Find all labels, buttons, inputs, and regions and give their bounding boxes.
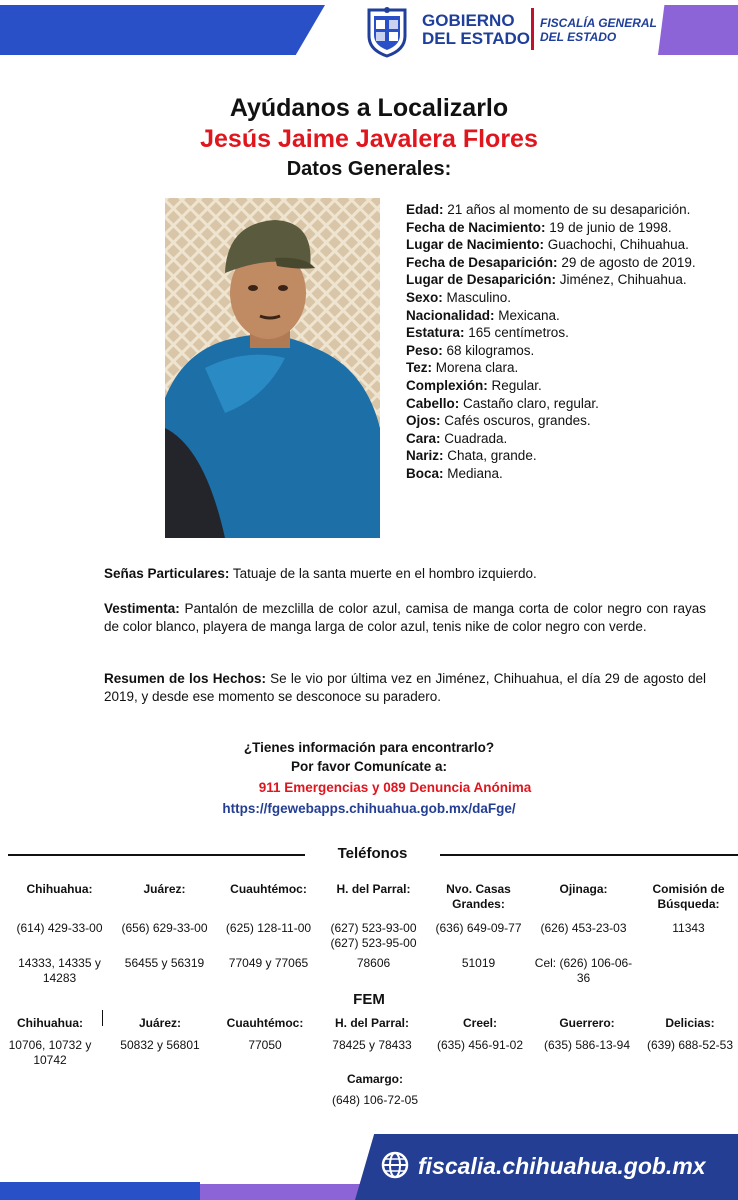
- tel-phone: (625) 128-11-00: [225, 921, 312, 935]
- data-row: [406, 307, 726, 325]
- data-value: Castaño claro, regular.: [459, 395, 599, 411]
- data-value: 19 de junio de 1998.: [545, 219, 672, 235]
- emergency-numbers: 911 Emergencias y 089 Denuncia Anónima: [258, 780, 532, 795]
- data-row: [406, 289, 726, 307]
- fem-col-head: Creel:: [462, 1016, 497, 1030]
- tel-phone: 11343: [672, 921, 705, 935]
- distinctive-marks-text: Tatuaje de la santa muerte en el hombro izquierdo.: [229, 566, 537, 581]
- tel-col-head: Chihuahua:: [26, 882, 93, 896]
- page-title: Ayúdanos a Localizarlo: [229, 94, 509, 122]
- fem-col-head: Juárez:: [138, 1016, 182, 1030]
- data-row: [406, 430, 726, 448]
- tel-phone: (636) 649-09-77: [435, 921, 522, 935]
- tel-extension: 51019: [461, 956, 496, 970]
- tel-extension: 14333, 14335 y 14283: [18, 956, 101, 985]
- fem-phone: 77050: [248, 1038, 282, 1052]
- data-row: [406, 377, 726, 395]
- tel-phone: (627) 523-93-00 (627) 523-95-00: [330, 921, 417, 950]
- data-value: Cuadrada.: [440, 430, 508, 446]
- clothing: [104, 600, 706, 636]
- contact-question: ¿Tienes información para encontrarlo?: [243, 740, 495, 755]
- data-label: Lugar de Desaparición:: [406, 272, 557, 288]
- header-blue-band: [0, 5, 325, 55]
- fisc-line-1: FISCALÍA GENERAL: [540, 16, 657, 30]
- data-label: Edad:: [406, 202, 444, 217]
- footer-blue-strip: [0, 1182, 200, 1200]
- tel-phone: (656) 629-33-00: [121, 921, 208, 935]
- data-row: [406, 395, 726, 413]
- data-value: Jiménez, Chihuahua.: [556, 272, 687, 288]
- tel-phone: (614) 429-33-00: [16, 921, 103, 935]
- data-label: Fecha de Desaparición:: [406, 254, 558, 270]
- contact-instruction: Por favor Comunícate a:: [290, 759, 448, 774]
- person-photo: [165, 198, 380, 538]
- tel-extension: 78606: [356, 956, 391, 970]
- tel-col-head: H. del Parral:: [336, 882, 411, 896]
- globe-icon: [380, 1150, 410, 1180]
- data-label: Peso:: [406, 342, 443, 358]
- data-value: Masculino.: [442, 289, 512, 305]
- tel-phone: (626) 453-23-03: [540, 921, 627, 935]
- distinctive-marks: [104, 565, 706, 583]
- state-shield-logo: [366, 6, 408, 58]
- clothing-text: Pantalón de mezclilla de color azul, camisa de manga corta de color negro con rayas de color blanco, playera de manga larga de color azul, tenis nike de color negro con verde.: [104, 601, 706, 634]
- tel-col-head: Ojinaga:: [559, 882, 608, 896]
- data-value: Cafés oscuros, grandes.: [440, 413, 591, 429]
- data-row: [406, 447, 726, 465]
- data-label: Fecha de Nacimiento:: [406, 219, 546, 235]
- tel-col-head: Juárez:: [143, 882, 186, 896]
- footer-website[interactable]: fiscalia.chihuahua.gob.mx: [418, 1153, 706, 1179]
- data-row: [406, 219, 726, 237]
- fem-col-head: Cuauhtémoc:: [226, 1016, 304, 1030]
- clothing-label: Vestimenta:: [104, 601, 180, 616]
- fem-col-head: Delicias:: [665, 1016, 715, 1030]
- data-value: Guachochi, Chihuahua.: [544, 237, 689, 253]
- data-row: [406, 236, 726, 254]
- data-label: Nariz:: [406, 448, 444, 464]
- data-value: Regular.: [487, 377, 542, 393]
- fem-phone: (635) 456-91-02: [436, 1038, 524, 1052]
- gov-wordmark: [422, 12, 530, 48]
- fem-phone: (639) 688-52-53: [646, 1038, 734, 1052]
- telefonos-title: Teléfonos: [337, 845, 408, 862]
- section-subtitle: Datos Generales:: [286, 158, 452, 180]
- tel-col-head: Cuauhtémoc:: [230, 882, 307, 896]
- data-label: Sexo:: [406, 289, 443, 305]
- fisc-line-2: DEL ESTADO: [540, 30, 617, 44]
- data-value: Mediana.: [443, 465, 503, 481]
- fem-divider: [102, 1010, 103, 1026]
- data-value: 21 años al momento de su desaparición.: [443, 202, 691, 217]
- data-row: [406, 359, 726, 377]
- data-label: Lugar de Nacimiento:: [406, 237, 545, 253]
- gov-line-2: DEL ESTADO: [422, 29, 530, 48]
- general-data-list: [406, 201, 726, 483]
- facts-summary-text: Se le vio por última vez en Jiménez, Chihuahua, el día 29 de agosto del 2019, y desde ese momento se desconoce su paradero.: [104, 671, 706, 704]
- report-link[interactable]: https://fgewebapps.chihuahua.gob.mx/daFge/: [222, 801, 516, 816]
- fem-phone: (635) 586-13-94: [543, 1038, 631, 1052]
- data-row: [406, 201, 726, 219]
- data-value: Morena clara.: [432, 360, 519, 376]
- tel-extension: Cel: (626) 106-06-36: [534, 956, 633, 985]
- data-row: [406, 342, 726, 360]
- fem-phone: 50832 y 56801: [120, 1038, 200, 1052]
- tel-extension: 56455 y 56319: [124, 956, 205, 970]
- tel-col-head: Comisión de Búsqueda:: [652, 882, 725, 911]
- data-value: 29 de agosto de 2019.: [557, 254, 696, 270]
- header-purple-band: [658, 5, 738, 55]
- data-label: Cara:: [406, 430, 441, 446]
- fem-extra-head: Camargo:: [346, 1072, 403, 1086]
- fem-phone: 10706, 10732 y 10742: [8, 1038, 92, 1067]
- data-label: Nacionalidad:: [406, 307, 495, 323]
- tel-col-head: Nvo. Casas Grandes:: [446, 882, 511, 911]
- data-label: Ojos:: [406, 413, 441, 429]
- facts-summary: [104, 670, 706, 706]
- data-value: Chata, grande.: [443, 448, 537, 464]
- fem-col-head: H. del Parral:: [334, 1016, 410, 1030]
- distinctive-marks-label: Señas Particulares:: [104, 566, 230, 581]
- missing-person-name: Jesús Jaime Javalera Flores: [200, 125, 538, 153]
- fem-col-head: Chihuahua:: [17, 1016, 83, 1030]
- fem-phone: 78425 y 78433: [332, 1038, 412, 1052]
- tel-extension: 77049 y 77065: [228, 956, 309, 970]
- data-row: [406, 324, 726, 342]
- data-value: Mexicana.: [494, 307, 560, 323]
- gov-line-1: GOBIERNO: [422, 11, 515, 30]
- fiscalia-wordmark: [540, 16, 657, 44]
- facts-summary-label: Resumen de los Hechos:: [104, 671, 266, 686]
- data-row: [406, 412, 726, 430]
- fem-title: FEM: [353, 991, 385, 1008]
- data-row: [406, 465, 726, 483]
- data-row: [406, 271, 726, 289]
- data-row: [406, 254, 726, 272]
- data-label: Cabello:: [406, 395, 460, 411]
- data-label: Estatura:: [406, 325, 465, 341]
- data-label: Tez:: [406, 360, 432, 376]
- fem-col-head: Guerrero:: [559, 1016, 615, 1030]
- data-value: 165 centímetros.: [464, 325, 569, 341]
- telefonos-rule-left: [8, 854, 305, 856]
- data-label: Boca:: [406, 465, 444, 481]
- telefonos-rule-right: [440, 854, 738, 856]
- data-label: Complexión:: [406, 377, 488, 393]
- data-value: 68 kilogramos.: [442, 342, 535, 358]
- fiscalia-divider: [531, 8, 534, 50]
- fem-extra-phone: (648) 106-72-05: [331, 1093, 419, 1107]
